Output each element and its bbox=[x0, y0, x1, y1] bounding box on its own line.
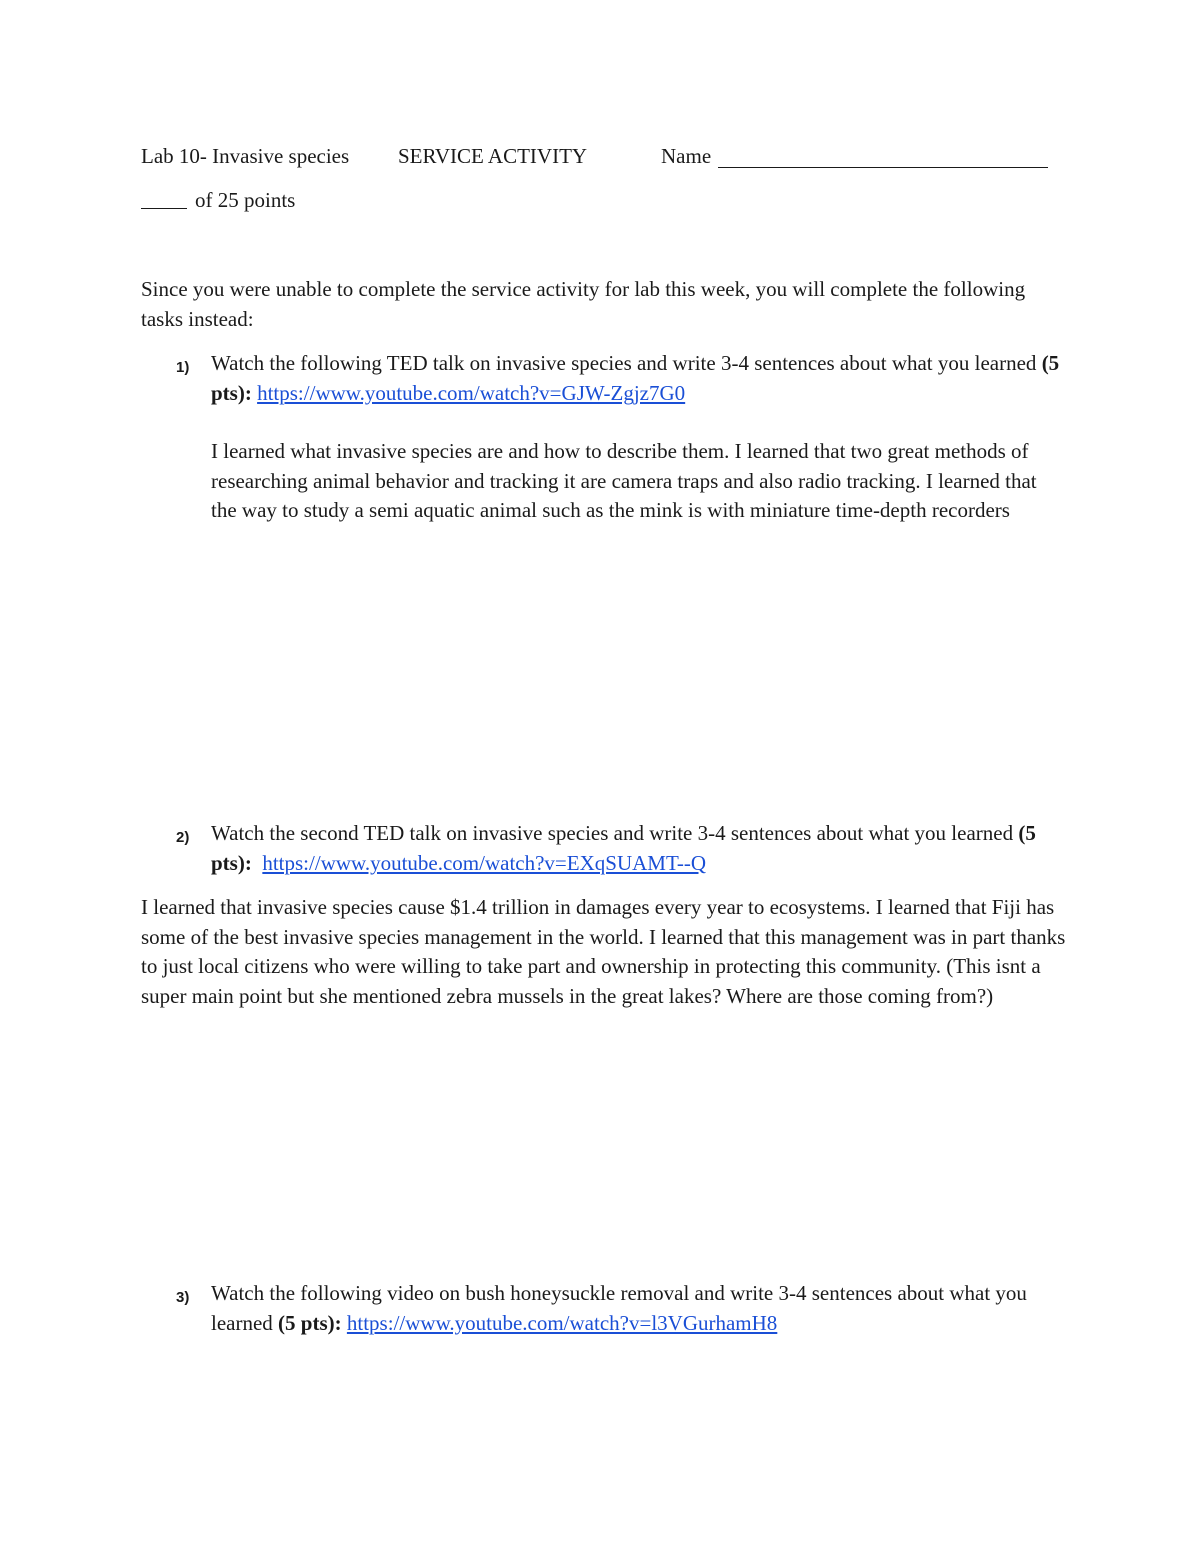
question-1-answer: I learned what invasive species are and how to describe them. I learned that two great methods of researching animal behavior and tracking it are camera traps and also radio tracking. I learned that the way to study a semi aquatic animal such as the mink is with miniature time-depth recorders bbox=[211, 439, 1037, 522]
question-2-prompt bbox=[211, 819, 1061, 878]
question-3-prompt-text: Watch the following video on bush honeysuckle removal and write 3-4 sentences about what you learned bbox=[211, 1281, 1027, 1335]
question-2-answer: I learned that invasive species cause $1.4 trillion in damages every year to ecosystems. I learned that Fiji has some of the best invasive species management in the world. I learned that this management was in part thanks to just local citizens who were willing to take part and ownership in protecting this community. (This isnt a super main point but she mentioned zebra mussels in the great lakes? Where are those coming from?) bbox=[141, 895, 1066, 1008]
score-text: of 25 points bbox=[195, 188, 296, 212]
question-3-points: (5 pts) bbox=[278, 1310, 335, 1335]
name-label: Name bbox=[661, 144, 712, 168]
lab-title: Lab 10- Invasive species bbox=[141, 144, 350, 168]
score-line bbox=[141, 186, 295, 215]
question-3-link[interactable]: https://www.youtube.com/watch?v=l3VGurhamH8 bbox=[346, 1310, 778, 1335]
question-1-link[interactable]: https://www.youtube.com/watch?v=GJW-Zgjz7G0 bbox=[257, 380, 686, 405]
question-1-prompt bbox=[211, 349, 1061, 408]
question-1-separator: : bbox=[244, 380, 252, 405]
intro-paragraph: Since you were unable to complete the service activity for lab this week, you will complete the following tasks instead: bbox=[141, 277, 1026, 331]
header-line bbox=[141, 142, 712, 171]
question-1-number: 1) bbox=[176, 359, 190, 376]
question-3-separator: : bbox=[334, 1310, 342, 1335]
question-1-prompt-text: Watch the following TED talk on invasive species and write 3-4 sentences about what you learned bbox=[211, 351, 1037, 375]
question-1-points: (5 pts) bbox=[211, 351, 1060, 405]
question-2-points: (5 pts) bbox=[211, 821, 1036, 875]
name-blank-line[interactable] bbox=[718, 167, 1048, 168]
question-2-number: 2) bbox=[176, 829, 190, 846]
question-3-number: 3) bbox=[176, 1289, 190, 1306]
question-2-link[interactable]: https://www.youtube.com/watch?v=EXqSUAMT--Q bbox=[262, 850, 706, 875]
question-2-prompt-text: Watch the second TED talk on invasive species and write 3-4 sentences about what you learned bbox=[211, 821, 1014, 845]
activity-label: SERVICE ACTIVITY bbox=[398, 144, 588, 168]
question-2-separator: : bbox=[244, 850, 252, 875]
question-3-prompt bbox=[211, 1279, 1061, 1338]
score-blank-line[interactable] bbox=[141, 188, 187, 209]
